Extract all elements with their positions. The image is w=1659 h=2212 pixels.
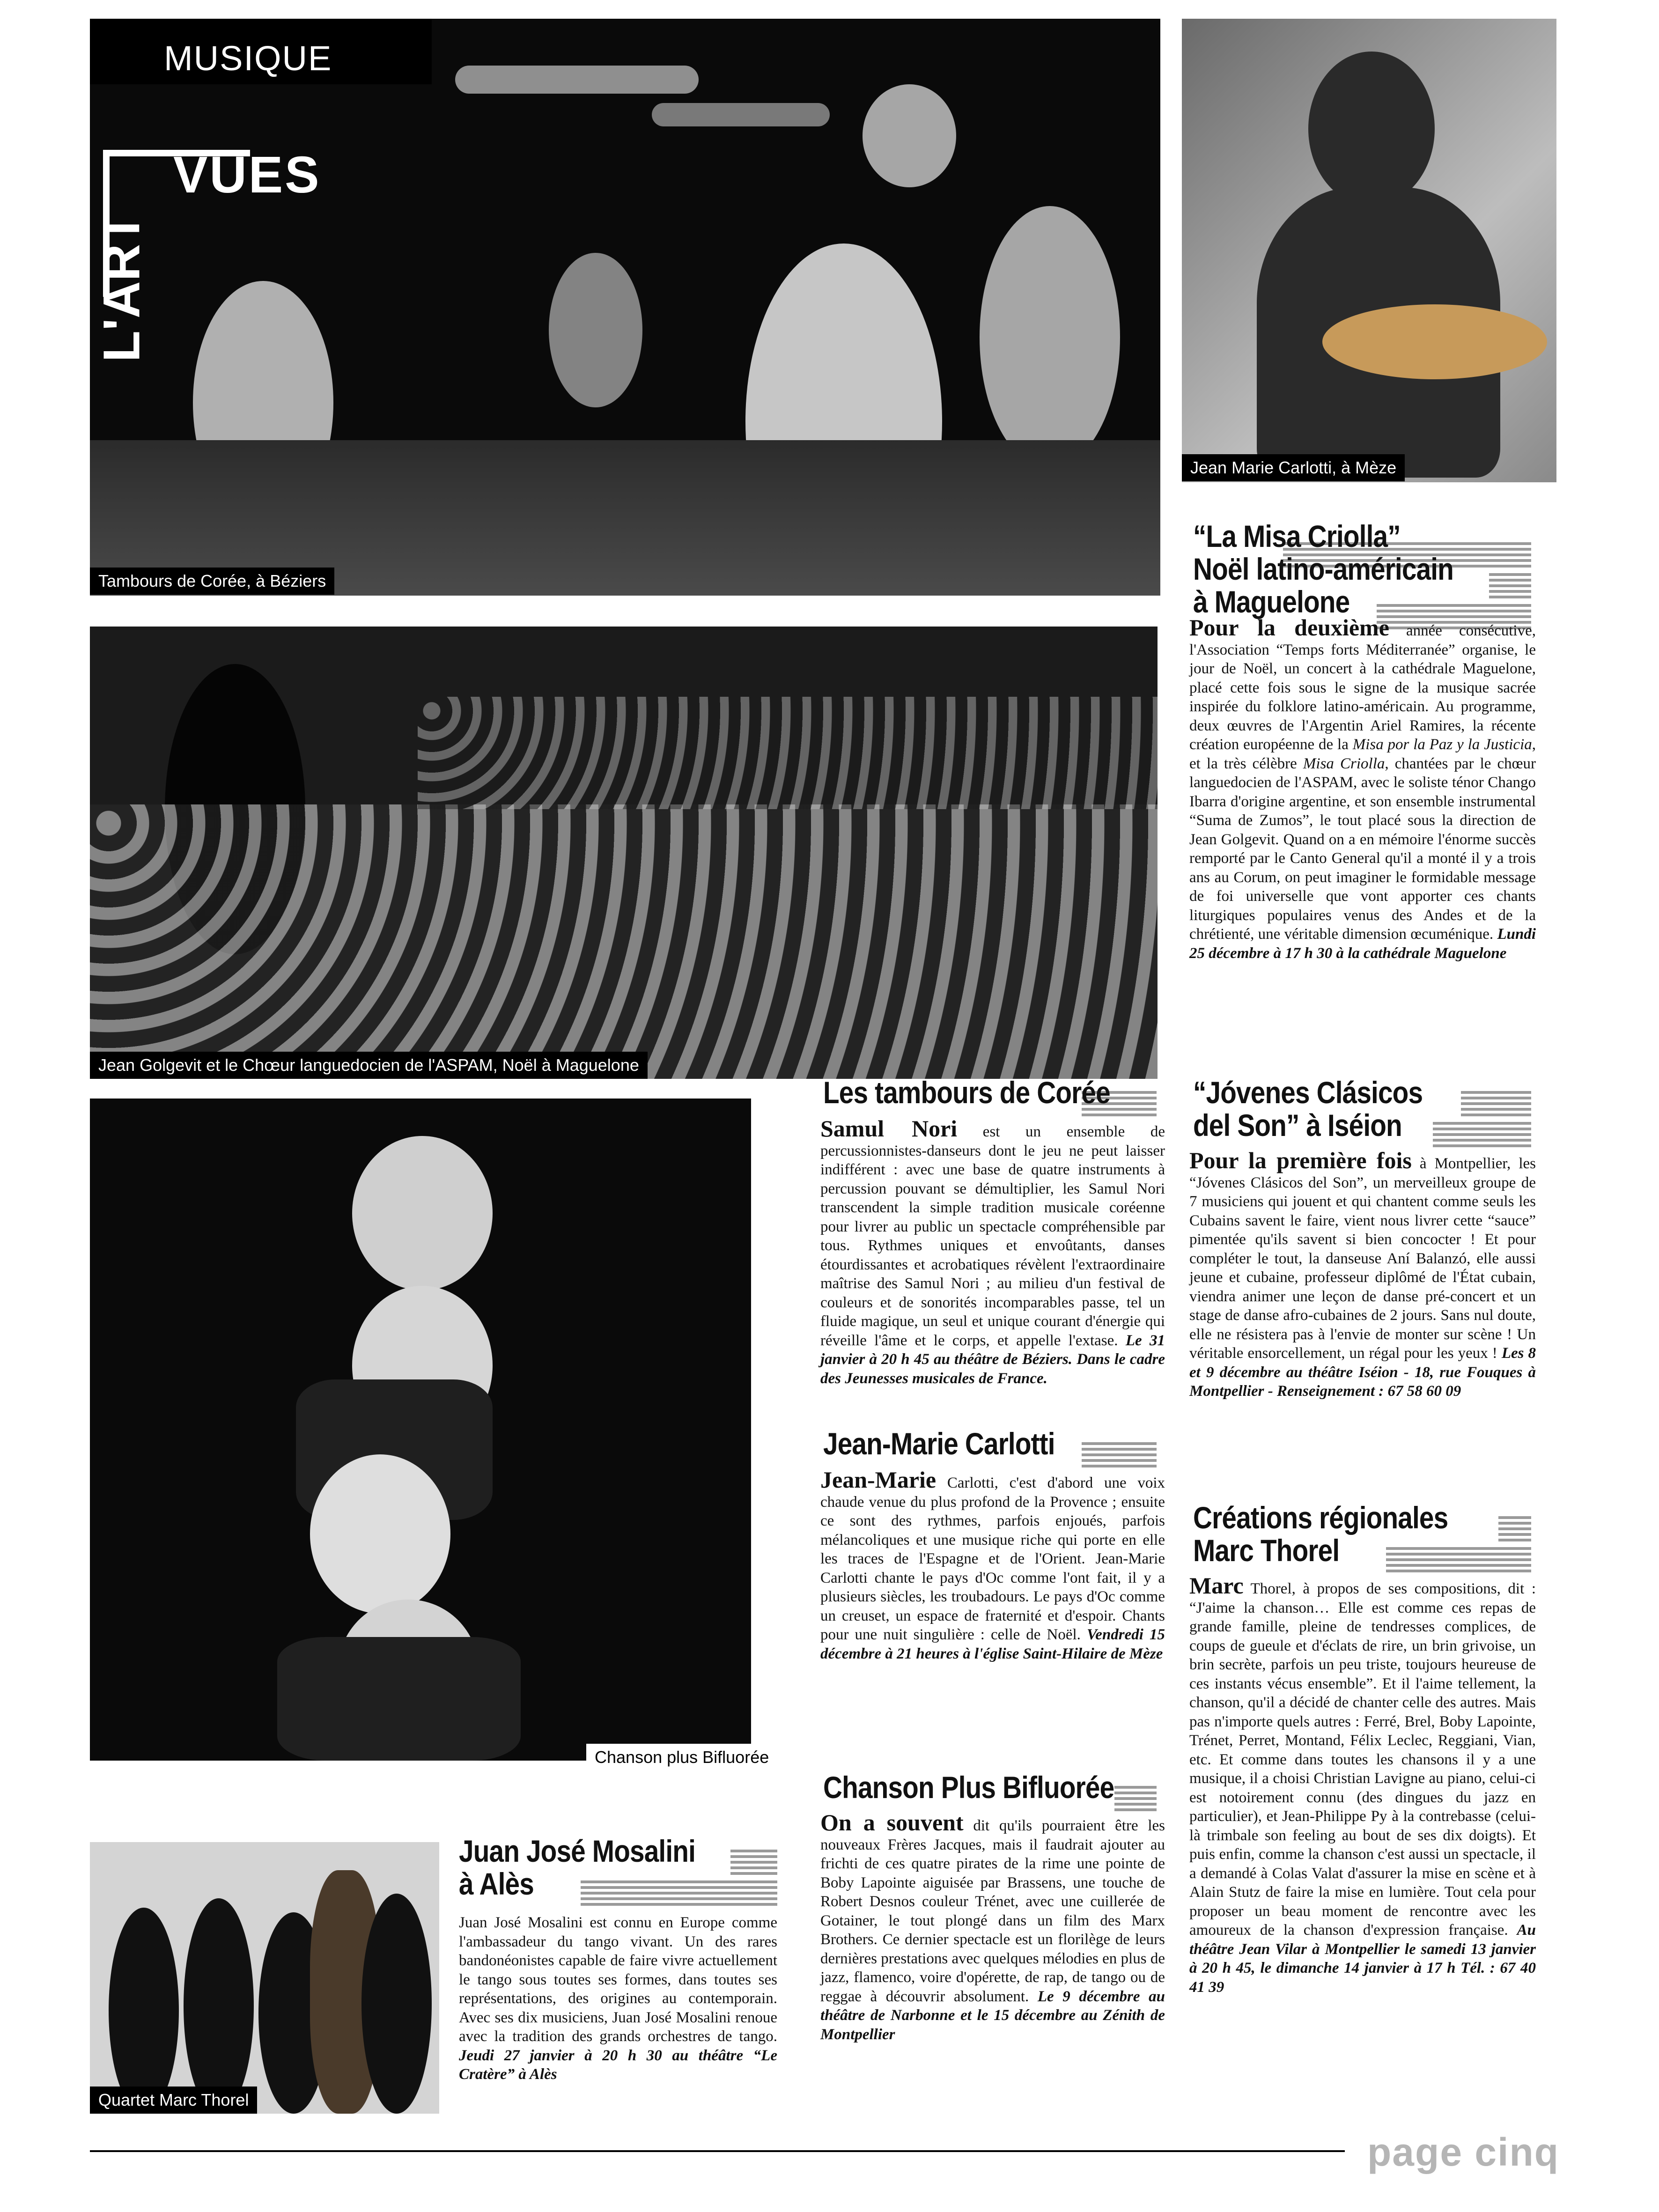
article-lead: Pour la deuxième xyxy=(1189,614,1389,641)
article-text: Carlotti, c'est d'abord une voix chaude venue du plus profond de la Provence ; ensuite ce sont des rythmes, parfois enjoués, parfois mélancoliques et une musique riche qui porte en elle les traces de l'Espagne et de l'Orient. Jean-Marie Carlotti chante le pays d'Oc comme l'ont fait, il y a plusieurs siècles, les troubadours. Le pays d'Oc comme un creuset, un espace de fraternité et d'espoir. Chants pour une nuit singulière : celle de Noël. xyxy=(820,1475,1165,1643)
headline-creations-regionales xyxy=(1193,1501,1448,1567)
article-info: Le 9 décembre au théâtre de Narbonne et le 15 décembre au Zénith de Montpellier xyxy=(820,1988,1165,2043)
headline-chanson-plus-bifluoree xyxy=(823,1771,1114,1804)
headline-rule xyxy=(1114,1786,1157,1814)
page-label: page cinq xyxy=(1367,2130,1560,2174)
photo-quartet-thorel xyxy=(90,1842,439,2114)
caption-tambours: Tambours de Corée, à Béziers xyxy=(90,568,334,595)
headline-rule xyxy=(1433,1122,1531,1150)
photo-carlotti xyxy=(1182,19,1556,482)
article-text: année consécutive, l'Association “Temps forts Méditerranée” organise, le jour de Noël, un concert à la cathédrale Maguelone, placé cette fois sous le signe de la musique sacrée inspirée du folklore latino-américain. Au programme, deux œuvres de l'Argentin Ariel Ramires, la récente création européenne de la xyxy=(1189,622,1536,753)
headline-rule xyxy=(730,1850,777,1878)
article-text: à Montpellier, les “Jóvenes Clásicos del Son”, un merveilleux groupe de 7 musiciens qui jouent et qui chantent comme seuls les Cubains savent le faire, vient nous livrer cette “sauce” pimentée qu'ils savent si bien concocter ! Et pour compléter le tout, la danseuse Aní Balanzó, elle aussi jeune et cubaine, professeur diplômé de l'État cubain, viendra animer une leçon de danse pré-concert et un stage de danse afro-cubaines de 2 jours. Sans nul doute, elle ne résistera pas à l'envie de monter sur scène ! Un véritable ensorcellement, un régal pour les yeux ! xyxy=(1189,1155,1536,1362)
article-text: Thorel, à propos de ses compositions, dit : “J'aime la chanson… Elle est comme ces repas de grande famille, pleine de tendresses complices, de coups de gueule et d'éclats de rire, un brin grivoise, un brin secrète, parfois un peu triste, toujours heureuse de ces instants vécus ensemble”. Et il l'aime tellement, la chanson, qu'il a décidé de chanter celle des autres. Mais pas n'importe quels autres : Ferré, Brel, Boby Lapointe, Trénet, Perret, Montand, Félix Leclec, Reggiani, Vian, etc. Et comme dans toutes les chansons il y a une musique, il a choisi Christian Lavigne au piano, celui-ci est notoirement connu (des dingues du jazz en particulier), et Jean-Philippe Py à la contrebasse (celui-là trimbale son feeling au bout de ses dix doigts). Et puis enfin, comme la chanson c'est aussi un spectacle, il a demandé à Colas Valat d'assurer la mise en scène et à Alain Stutz de faire la mise en lumière. Tout cela pour proposer un beau moment de rencontre avec les amoureux de la chanson d'expression française. xyxy=(1189,1580,1536,1939)
article-italic: Misa por la Paz y la Justicia xyxy=(1352,736,1532,753)
caption-choeur: Jean Golgevit et le Chœur languedocien de l'ASPAM, Noël à Maguelone xyxy=(90,1052,648,1079)
headline-rule xyxy=(1082,1442,1157,1470)
article-lead: On a souvent xyxy=(820,1809,964,1836)
headline-mosalini xyxy=(459,1835,695,1900)
logo-lart: L'ART xyxy=(93,212,151,362)
logo-lart-vues xyxy=(93,146,328,375)
article-info: Le 31 janvier à 20 h 45 au théâtre de Béziers. Dans le cadre des Jeunesses musicales de France. xyxy=(820,1332,1165,1387)
headline-line: Marc Thorel xyxy=(1193,1533,1340,1568)
caption-quartet: Quartet Marc Thorel xyxy=(90,2087,257,2114)
headline-line: “Jóvenes Clásicos xyxy=(1193,1075,1423,1110)
headline-line: del Son” à Iséion xyxy=(1193,1108,1402,1143)
article-lead: Samul Nori xyxy=(820,1115,958,1142)
photo-chanson-plus xyxy=(90,1099,751,1761)
headline-tambours-coree xyxy=(823,1076,1110,1109)
headline-rule xyxy=(1489,573,1531,601)
article-info: Lundi 25 décembre à 17 h 30 à la cathédrale Maguelone xyxy=(1189,926,1536,962)
article-text: est un ensemble de percussionnistes-danseurs dont le jeu ne peut laisser indifférent : avec une base de quatre instruments à percussion pouvant se démultiplier, les Samul Nori transcendent la simple tradition musicale coréenne pour livrer au public un spectacle compréhensible par tous. Rythmes uniques et envoûtants, danses étourdissantes et acrobatiques révèlent l'extraordinaire maîtrise des Samul Nori ; au milieu d'un festival de couleurs et de sonorités incomparables passe, tel un fluide magique, un seul et unique courant d'énergie qui réveille l'âme et le corps, et appelle l'extase. xyxy=(820,1123,1165,1349)
headline-line: à Maguelone xyxy=(1193,584,1350,619)
headline-rule xyxy=(1461,1091,1531,1119)
article-italic: Misa Criolla xyxy=(1303,755,1385,772)
headline-line: à Alès xyxy=(459,1866,534,1901)
headline-misa-criolla xyxy=(1193,520,1453,618)
article-lead: Pour la première fois xyxy=(1189,1147,1412,1173)
article-text: dit qu'ils pourraient être les nouveaux Frères Jacques, mais il faudrait ajouter au frichti de ces quatre pirates de la rime une pointe de Boby Lapointe aiguisée par Brassens, une touche de Robert Desnos couleur Trénet, avec une cuillerée de Gotainer, le tout plongé dans un film des Marx Brothers. Ce dernier spectacle est un florilège de leurs dernières prestations avec quelques mélodies en plus de jazz, flamenco, voire d'opérette, de rap, de tango ou de reggae à découvrir absolument. xyxy=(820,1817,1165,2005)
headline-line: Noël latino-américain xyxy=(1193,552,1454,586)
article-creations-regionales xyxy=(1189,1572,1536,1997)
caption-carlotti: Jean Marie Carlotti, à Mèze xyxy=(1182,454,1405,481)
headline-jean-marie-carlotti xyxy=(823,1427,1055,1460)
photo-choeur xyxy=(90,627,1158,1079)
headline-line: Les tambours de Corée xyxy=(823,1075,1110,1110)
article-jean-marie-carlotti xyxy=(820,1467,1165,1663)
section-label: MUSIQUE xyxy=(164,39,332,78)
article-info: Au théâtre Jean Vilar à Montpellier le samedi 13 janvier à 20 h 45, le dimanche 14 janvier à 17 h Tél. : 67 40 41 39 xyxy=(1189,1922,1536,1996)
headline-line: Créations régionales xyxy=(1193,1500,1448,1535)
article-jovenes-clasicos xyxy=(1189,1147,1536,1401)
article-info: Jeudi 27 janvier à 20 h 30 au théâtre “Le Cratère” à Alès xyxy=(459,2047,777,2083)
article-text: , et la très célèbre xyxy=(1189,736,1536,772)
article-chanson-plus-bifluoree xyxy=(820,1809,1165,2044)
article-lead: Jean-Marie xyxy=(820,1467,936,1493)
headline-line: Juan José Mosalini xyxy=(459,1834,695,1868)
article-text: , chantées par le chœur languedocien de l'ASPAM, avec le soliste ténor Chango Ibarra d'origine argentine, et son ensemble instrumental “Suma de Zumos”, le tout placé sous la direction de Jean Golgevit. Quand on a en mémoire l'énorme succès remporté par le Canto General qu'il a monté il y a trois ans au Corum, on peut imaginer le formidable message de foi universelle que vont apporter ces chants liturgiques populaires venus des Andes et de la chrétienté, une véritable dimension œcuménique. xyxy=(1189,755,1536,943)
headline-line: Jean-Marie Carlotti xyxy=(823,1426,1055,1461)
article-info: Vendredi 15 décembre à 21 heures à l'église Saint-Hilaire de Mèze xyxy=(820,1626,1165,1662)
headline-line: Chanson Plus Bifluorée xyxy=(823,1770,1114,1805)
caption-chanson-plus: Chanson plus Bifluorée xyxy=(586,1744,777,1771)
headline-rule xyxy=(1498,1516,1531,1544)
article-tambours-coree xyxy=(820,1115,1165,1388)
headline-jovenes-clasicos xyxy=(1193,1076,1423,1142)
article-misa-criolla xyxy=(1189,614,1536,963)
headline-line: “La Misa Criolla” xyxy=(1193,519,1401,553)
logo-vues: VUES xyxy=(173,146,321,204)
article-text: Juan José Mosalini est connu en Europe comme l'ambassadeur du tango vivant. Un des rares bandonéonistes capable de faire vivre actuellement le tango sous toutes ses formes, dans toutes ses représentations, des origines au contemporain. Avec ses dix musiciens, Juan José Mosalini renoue avec la tradition des grands orchestres de tango. xyxy=(459,1914,777,2045)
article-mosalini xyxy=(459,1913,777,2084)
footer-rule xyxy=(90,2150,1345,2152)
article-info: Les 8 et 9 décembre au théâtre Iséion - 18, rue Fouques à Montpellier - Renseignement : 67 58 60 09 xyxy=(1189,1345,1536,1400)
article-lead: Marc xyxy=(1189,1572,1244,1599)
